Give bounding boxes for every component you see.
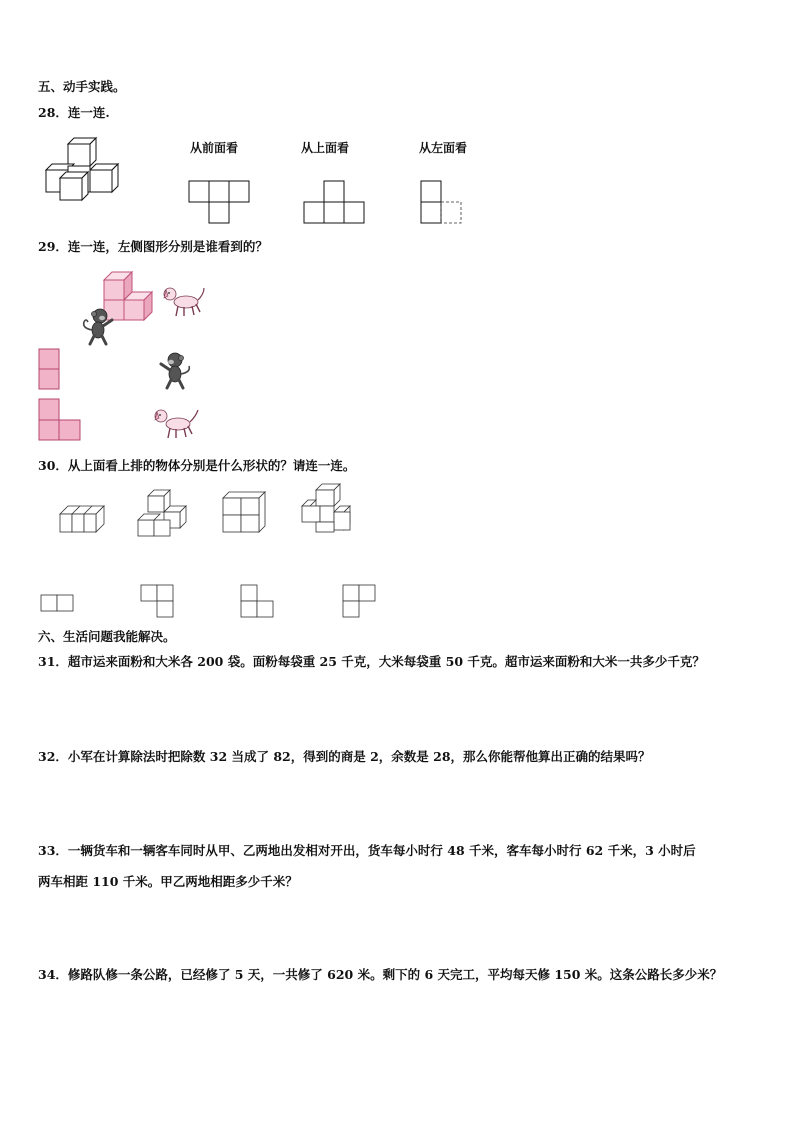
q29-view-shape-1 — [38, 348, 62, 392]
q28-view-shape-3 — [421, 180, 465, 226]
question-28-stem: 28．连一连. — [38, 105, 110, 120]
view-label-front: 从前面看 — [190, 141, 239, 155]
question-29-stem: 29．连一连，左侧图形分别是谁看到的？ — [38, 239, 268, 254]
question-33-line-1: 33．一辆货车和一辆客车同时从甲、乙两地出发相对开出，货车每小时行 48 千米，客车每小时行 62 千米，3 小时后 — [38, 843, 696, 858]
dog-icon — [160, 284, 208, 320]
section-5-title: 五、动手实践。 — [38, 79, 126, 94]
dog-icon — [150, 404, 202, 444]
q30-object-1 — [56, 496, 108, 538]
question-34-text: 34．修路队修一条公路，已经修了 5 天，一共修了 620 米。剩下的 6 天完工，平均每天修 150 米。这条公路长多少米？ — [38, 967, 723, 982]
view-label-left: 从左面看 — [419, 141, 468, 155]
section-6-title: 六、生活问题我能解决。 — [38, 629, 176, 644]
question-32-text: 32．小军在计算除法时把除数 32 当成了 82，得到的商是 2，余数是 28，那么你能帮他算出正确的结果吗？ — [38, 749, 651, 764]
q30-object-3 — [221, 490, 269, 536]
monkey-icon — [78, 306, 118, 346]
q29-view-shape-2 — [38, 398, 84, 442]
q30-topview-shape-4 — [342, 584, 378, 622]
q28-view-shape-1 — [189, 180, 251, 226]
q30-object-2 — [136, 488, 188, 540]
question-30-stem: 30．从上面看上排的物体分别是什么形状的？请连一连。 — [38, 458, 356, 473]
q30-topview-shape-2 — [140, 584, 176, 622]
q30-topview-shape-1 — [40, 594, 76, 614]
q30-topview-shape-3 — [240, 584, 276, 622]
q28-view-shape-2 — [304, 180, 368, 226]
question-31-text: 31．超市运来面粉和大米各 200 袋。面粉每袋重 25 千克，大米每袋重 50 千克。超市运来面粉和大米一共多少千克？ — [38, 654, 705, 669]
q28-cube-stack-figure — [40, 138, 130, 206]
question-33-line-2: 两车相距 110 千米。甲乙两地相距多少千米？ — [38, 874, 298, 889]
q30-object-4 — [300, 482, 354, 536]
view-label-top: 从上面看 — [301, 141, 350, 155]
monkey-icon — [153, 350, 193, 390]
